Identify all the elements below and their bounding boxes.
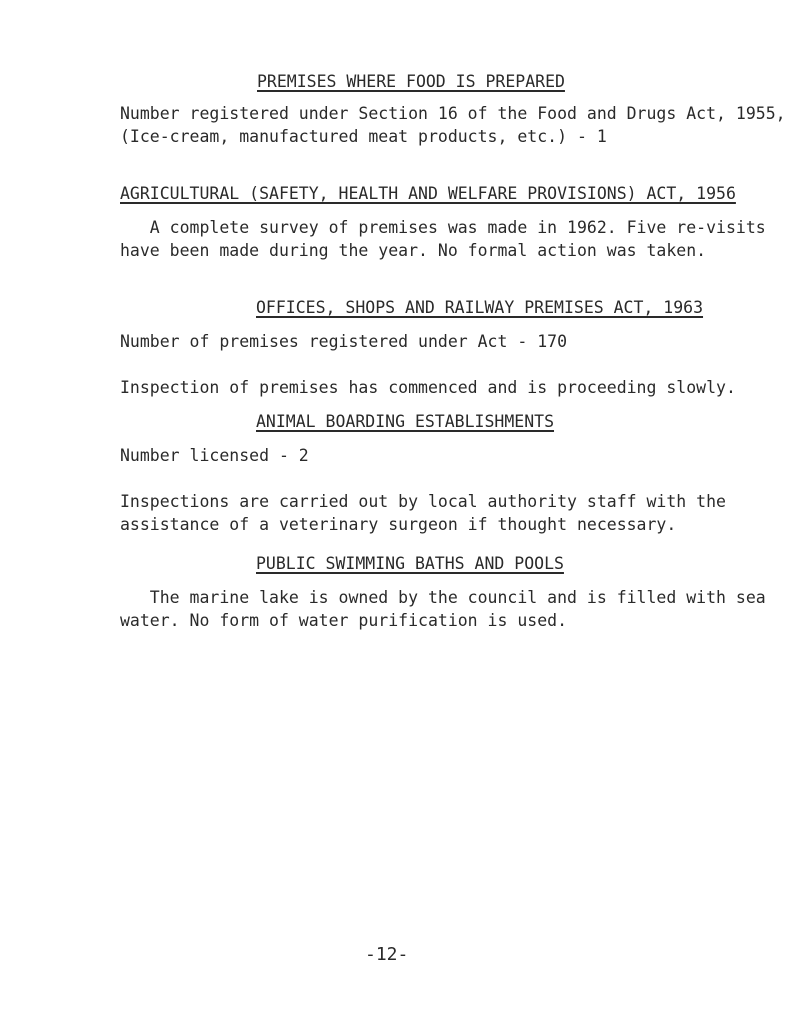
agricultural-act-line-2: have been made during the year. No formal action was taken. — [120, 241, 707, 260]
swimming-baths-line-1: The marine lake is owned by the council and is filled with sea — [120, 588, 766, 607]
animal-boarding-line-4: assistance of a veterinary surgeon if thought necessary. — [120, 515, 677, 534]
animal-boarding-line-1: Number licensed - 2 — [120, 446, 309, 465]
page-number: -12- — [365, 944, 409, 965]
animal-boarding-line-3: Inspections are carried out by local authority staff with the — [120, 492, 726, 511]
section-heading-swimming-baths: PUBLIC SWIMMING BATHS AND POOLS — [256, 554, 564, 573]
swimming-baths-line-2: water. No form of water purification is used. — [120, 611, 568, 630]
section-heading-offices-shops-act: OFFICES, SHOPS AND RAILWAY PREMISES ACT, 1963 — [256, 298, 704, 317]
agricultural-act-line-1: A complete survey of premises was made in 1962. Five re-visits — [120, 218, 766, 237]
food-premises-line-1: Number registered under Section 16 of the Food and Drugs Act, 1955, — [120, 104, 786, 123]
food-premises-line-2: (Ice-cream, manufactured meat products, etc.) - 1 — [120, 127, 607, 146]
agricultural-act-text — [120, 216, 766, 262]
offices-shops-act-text — [120, 330, 736, 399]
section-heading-agricultural-act: AGRICULTURAL (SAFETY, HEALTH AND WELFARE PROVISIONS) ACT, 1956 — [120, 184, 736, 203]
section-heading-food-premises: PREMISES WHERE FOOD IS PREPARED — [257, 72, 565, 91]
swimming-baths-text — [120, 586, 766, 632]
offices-shops-act-line-1: Number of premises registered under Act - 170 — [120, 332, 568, 351]
animal-boarding-text — [120, 444, 726, 536]
offices-shops-act-line-3: Inspection of premises has commenced and is proceeding slowly. — [120, 378, 736, 397]
section-heading-animal-boarding: ANIMAL BOARDING ESTABLISHMENTS — [256, 412, 555, 431]
food-premises-text — [120, 102, 786, 148]
